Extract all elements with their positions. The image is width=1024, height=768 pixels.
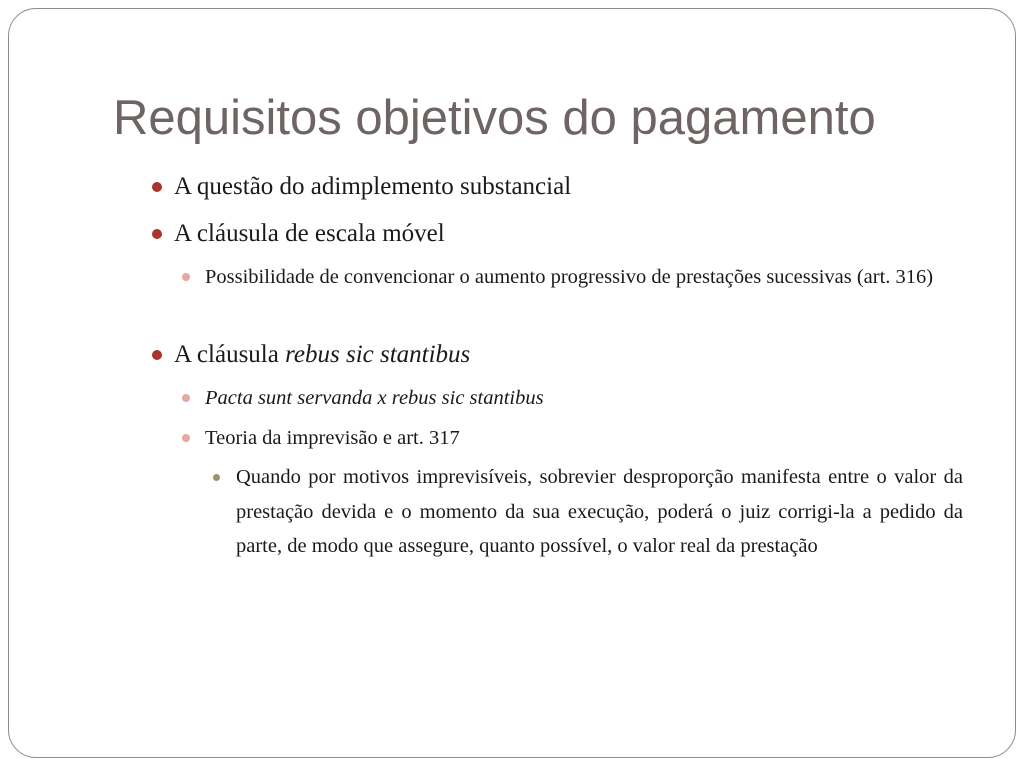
bullet-text-italic: Pacta sunt servanda x rebus sic stantibus — [205, 387, 544, 409]
bullet-text-prefix: A cláusula — [174, 341, 286, 368]
bullet-dot-icon — [182, 273, 190, 281]
bullet-text: Teoria da imprevisão e art. 317 — [205, 427, 460, 449]
sub-sub-bullet-item — [236, 460, 963, 564]
bullet-item — [174, 217, 974, 251]
bullet-item — [174, 170, 974, 204]
bullet-dot-icon — [152, 229, 162, 239]
bullet-dot-icon — [182, 394, 190, 402]
sub-bullet-item — [205, 381, 963, 415]
bullet-text: A questão do adimplemento substancial — [174, 173, 572, 200]
bullet-text: Possibilidade de convencionar o aumento progressivo de prestações sucessivas (art. 316) — [205, 266, 934, 288]
bullet-dot-icon — [182, 434, 190, 442]
bullet-dot-icon — [152, 182, 162, 192]
bullet-item — [174, 338, 974, 372]
slide-title: Requisitos objetivos do pagamento — [113, 91, 876, 145]
bullet-dot-icon — [152, 350, 162, 360]
bullet-dot-icon — [213, 474, 220, 481]
bullet-text: Quando por motivos imprevisíveis, sobrevier desproporção manifesta entre o valor da prestação devida e o momento da sua execução, poderá o juiz corrigi-la a pedido da parte, de modo que assegure, quanto possível, o valor real da prestação — [236, 466, 963, 557]
bullet-text: A cláusula de escala móvel — [174, 220, 445, 247]
sub-bullet-item — [205, 260, 963, 294]
bullet-text-italic: rebus sic stantibus — [285, 341, 471, 368]
sub-bullet-item — [205, 421, 963, 455]
